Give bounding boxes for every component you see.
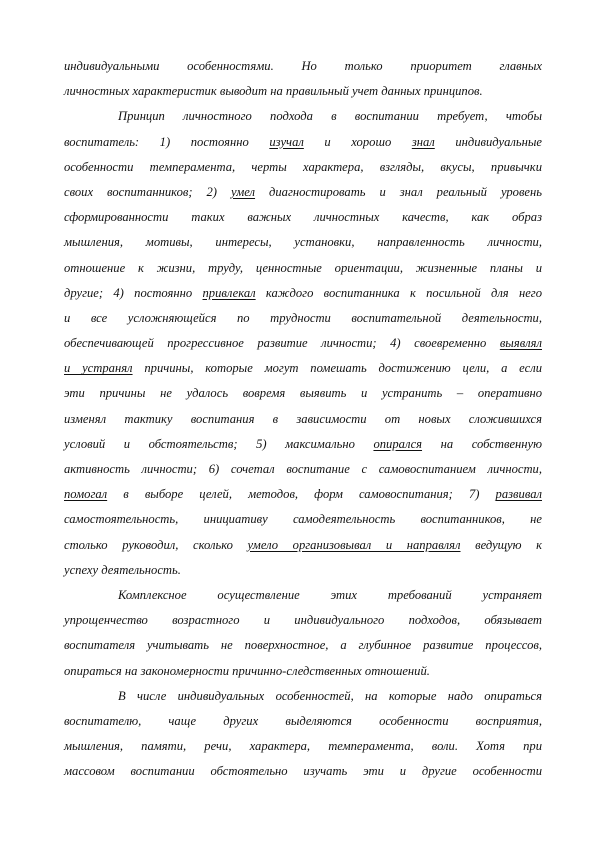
text-line: столько руководил, сколько умело организовывал и направлял ведущую к — [64, 537, 542, 552]
underlined-word: опирался — [373, 436, 423, 451]
body-text — [64, 54, 542, 784]
text-line: особенности темперамента, черты характера, взгляды, вкусы, привычки — [64, 159, 542, 174]
text-line: и устранял причины, которые могут помешать достижению цели, а если — [64, 361, 542, 376]
text-line: индивидуальными особенностями. Но только приоритет главных — [64, 59, 542, 73]
text-line: самостоятельность, инициативу самодеятельность воспитанников, не — [64, 512, 542, 527]
text-line: отношение к жизни, труду, ценностные ориентации, жизненные планы и — [64, 260, 542, 275]
paragraph-first-line: Принцип личностного подхода в воспитании требует, чтобы — [118, 109, 542, 124]
text-line: и все усложняющейся по трудности воспитательной деятельности, — [64, 310, 542, 325]
text-line: воспитателю, чаще других выделяются особенности восприятия, — [64, 713, 542, 728]
underlined-phrase: умело организовывал и направлял — [247, 537, 461, 552]
text-line: эти причины не удалось вовремя выявить и устранить – оперативно — [64, 386, 542, 401]
text-line: сформированности таких важных личностных качеств, как образ — [64, 210, 542, 225]
underlined-word: умел — [230, 184, 256, 199]
text-line: активность личности; 6) сочетал воспитание с самовоспитанием личности, — [64, 462, 542, 476]
text-line: воспитателя учитывать не поверхностное, а глубинное развитие процессов, — [64, 638, 542, 653]
underlined-word: помогал — [64, 487, 108, 502]
text-line: мышления, памяти, речи, характера, темперамента, воли. Хотя при — [64, 739, 542, 754]
text-line: мышления, мотивы, интересы, установки, направленность личности, — [64, 235, 542, 250]
text-line: личностных характеристик выводит на правильный учет данных принципов. — [64, 84, 483, 99]
text-line: успеху деятельность. — [64, 562, 181, 577]
underlined-word: привлекал — [202, 285, 256, 300]
underlined-word: выявлял — [499, 336, 542, 351]
text-line: массовом воспитании обстоятельно изучать эти и другие особенности — [64, 764, 542, 779]
text-line: другие; 4) постоянно привлекал каждого воспитанника к посильной для него — [64, 285, 542, 300]
underlined-word: изучал — [269, 134, 304, 149]
text-line: упрощенчество возрастного и индивидуального подходов, обязывает — [64, 613, 542, 628]
paragraph-first-line: Комплексное осуществление этих требований устраняет — [118, 587, 542, 602]
text-line: помогал в выборе целей, методов, форм самовоспитания; 7) развивал — [64, 487, 542, 502]
text-line: опираться на закономерности причинно-следственных отношений. — [64, 663, 430, 678]
underlined-word: и устранял — [64, 361, 133, 376]
underlined-word: развивал — [495, 487, 542, 502]
paragraph-first-line: В числе индивидуальных особенностей, на которые надо опираться — [118, 688, 542, 703]
text-line: своих воспитанников; 2) умел диагностировать и знал реальный уровень — [64, 184, 542, 199]
text-line: обеспечивающей прогрессивное развитие личности; 4) своевременно выявлял — [64, 336, 542, 351]
underlined-word: знал — [411, 134, 435, 149]
text-line: условий и обстоятельств; 5) максимально опирался на собственную — [64, 436, 542, 451]
text-line: изменял тактику воспитания в зависимости от новых сложившихся — [64, 411, 542, 426]
text-line: воспитатель: 1) постоянно изучал и хорошо знал индивидуальные — [64, 134, 542, 149]
